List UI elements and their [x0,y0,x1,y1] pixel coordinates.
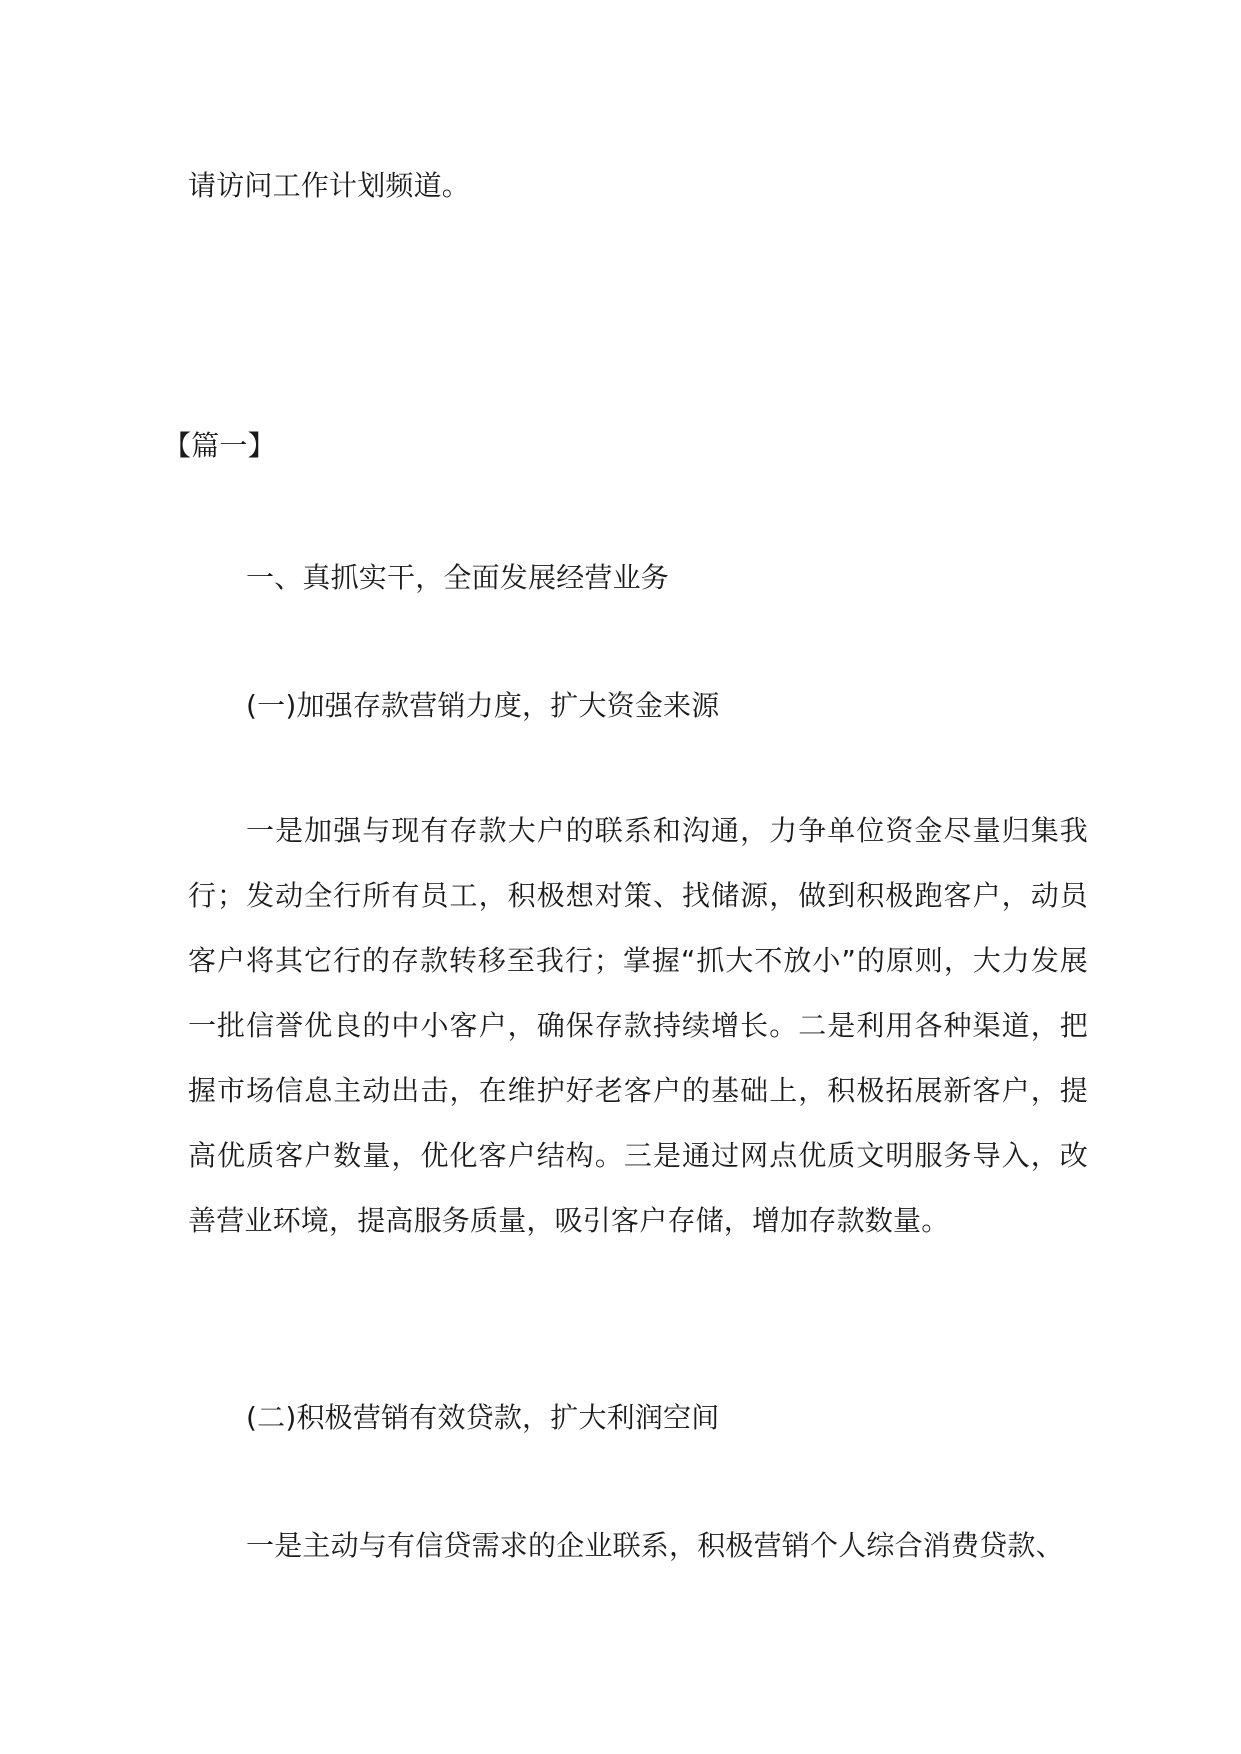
heading-1: 一、真抓实干，全面发展经营业务 [246,561,670,594]
subheading-1: (一)加强存款营销力度，扩大资金来源 [246,689,720,722]
paragraph-2-start: 一是主动与有信贷需求的企业联系，积极营销个人综合消费贷款、 [246,1529,1064,1562]
subheading-2: (二)积极营销有效贷款，扩大利润空间 [246,1401,720,1434]
section-tag: 【篇一】 [163,429,276,462]
intro-line: 请访问工作计划频道。 [188,169,471,202]
paragraph-1: 一是加强与现有存款大户的联系和沟通，力争单位资金尽量归集我行；发动全行所有员工，积极想对策、找储源，做到积极跑客户，动员客户将其它行的存款转移至我行；掌握“抓大不放小”的原则，大力发展一批信誉优良的中小客户，确保存款持续增长。二是利用各种渠道，把握市场信息主动出击，在维护好老客户的基础上，积极拓展新客户，提高优质客户数量，优化客户结构。三是通过网点优质文明服务导入，改善营业环境，提高服务质量，吸引客户存储，增加存款数量。 [188,814,1088,1237]
